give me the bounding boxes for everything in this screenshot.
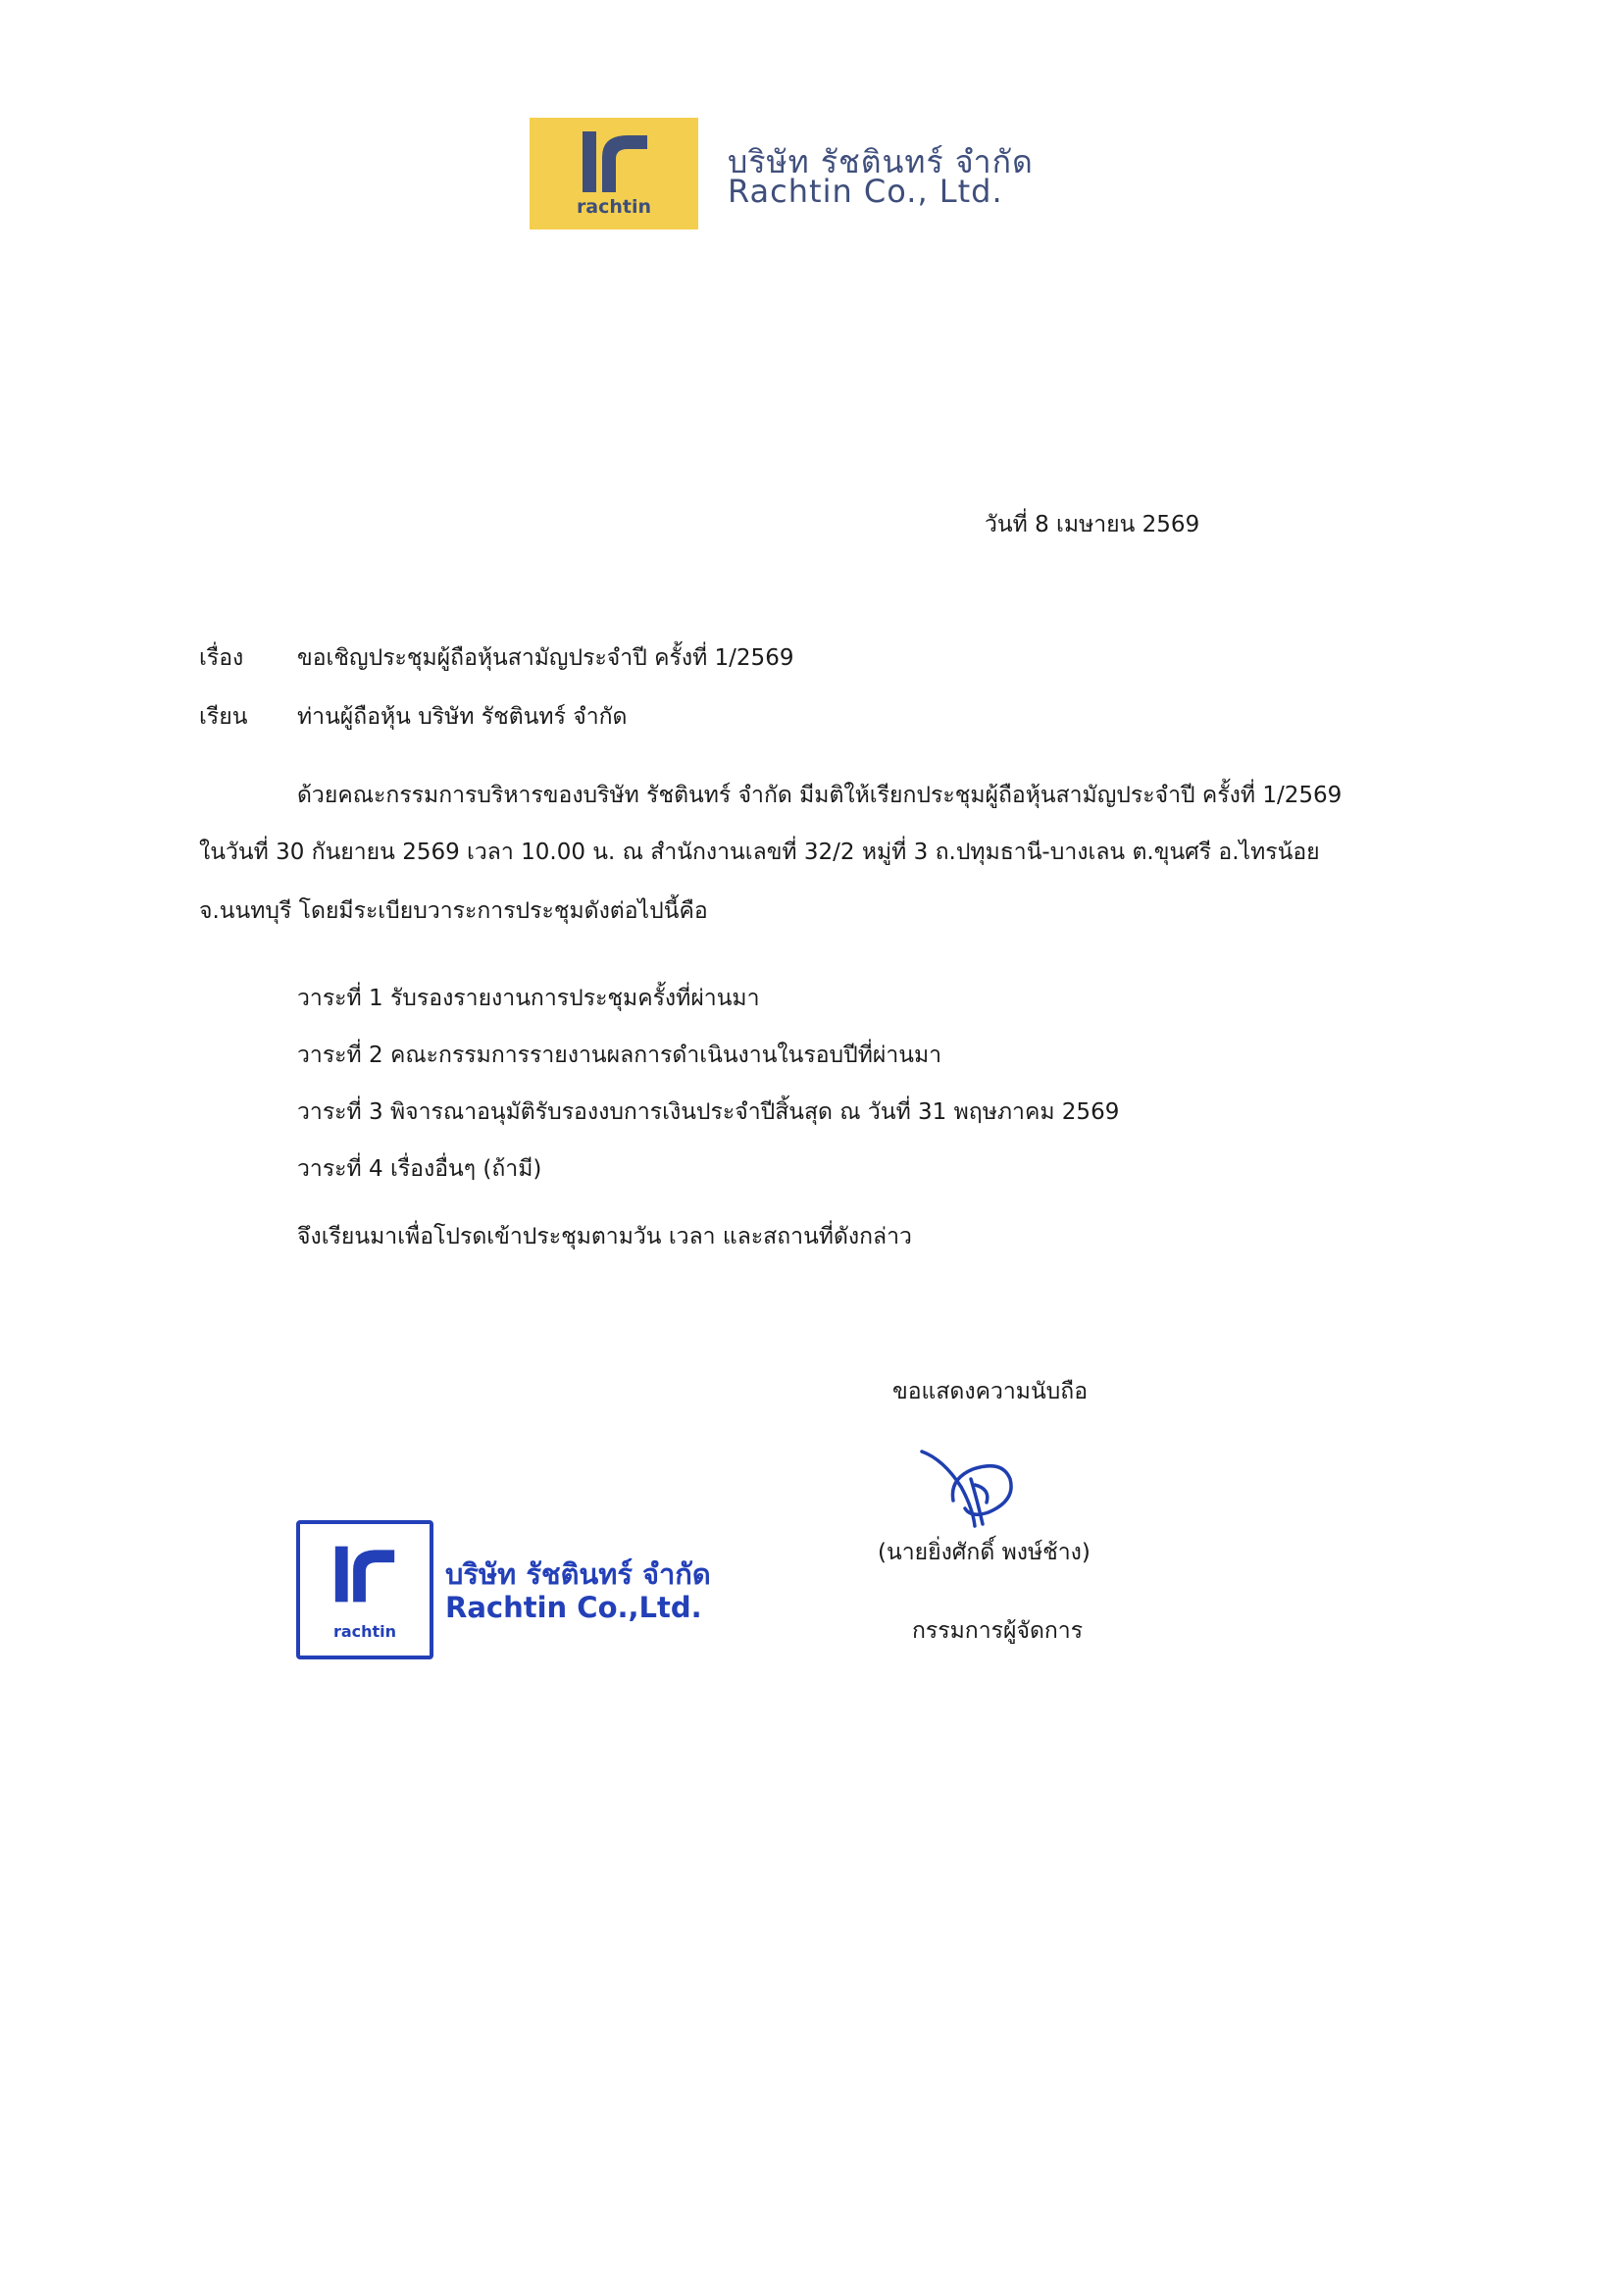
logo-wordmark: rachtin: [576, 196, 652, 218]
stamp-logo-mark-icon: [333, 1540, 396, 1608]
agenda-item-3: วาระที่ 3 พิจารณาอนุมัติรับรองงบการเงินประจำปีสิ้นสุด ณ วันที่ 31 พฤษภาคม 2569: [297, 1099, 1120, 1125]
company-stamp: [296, 1520, 433, 1659]
stamp-wordmark: rachtin: [332, 1622, 397, 1641]
recipient-text: ท่านผู้ถือหุ้น บริษัท รัชตินทร์ จำกัด: [297, 704, 628, 730]
agenda-item-2: วาระที่ 2 คณะกรรมการรายงานผลการดำเนินงานในรอบปีที่ผ่านมา: [297, 1043, 942, 1068]
company-logo: [530, 118, 698, 229]
subject-text: ขอเชิญประชุมผู้ถือหุ้นสามัญประจำปี ครั้งที่ 1/2569: [297, 645, 794, 671]
recipient-label: เรียน: [199, 704, 248, 730]
agenda-item-4: วาระที่ 4 เรื่องอื่นๆ (ถ้ามี): [297, 1156, 542, 1182]
body-line-2: ในวันที่ 30 กันยายน 2569 เวลา 10.00 น. ณ สำนักงานเลขที่ 32/2 หมู่ที่ 3 ถ.ปทุมธานี-บางเลน ต.ขุนศรี อ.ไทรน้อย: [199, 840, 1320, 865]
body-line-1: ด้วยคณะกรรมการบริหารของบริษัท รัชตินทร์ จำกัด มีมติให้เรียกประชุมผู้ถือหุ้นสามัญประจำปี ครั้งที่ 1/2569: [297, 783, 1343, 808]
closing-sentence: จึงเรียนมาเพื่อโปรดเข้าประชุมตามวัน เวลา และสถานที่ดังกล่าว: [297, 1224, 912, 1249]
company-name-english: Rachtin Co., Ltd.: [728, 173, 1003, 210]
signer-name: (นายยิ่งศักดิ์ พงษ์ช้าง): [878, 1540, 1091, 1565]
stamp-company-english: Rachtin Co.,Ltd.: [445, 1591, 702, 1624]
subject-label: เรื่อง: [199, 645, 244, 671]
letter-date: วันที่ 8 เมษายน 2569: [985, 512, 1200, 537]
logo-mark-icon: [581, 129, 649, 194]
stamp-company-thai: บริษัท รัชตินทร์ จำกัด: [445, 1557, 711, 1591]
company-name-thai: บริษัท รัชตินทร์ จำกัด: [728, 143, 1034, 180]
handwritten-signature: [914, 1440, 1032, 1542]
regards-text: ขอแสดงความนับถือ: [892, 1379, 1089, 1404]
agenda-item-1: วาระที่ 1 รับรองรายงานการประชุมครั้งที่ผ่านมา: [297, 986, 760, 1011]
signer-title: กรรมการผู้จัดการ: [912, 1618, 1084, 1644]
body-line-3: จ.นนทบุรี โดยมีระเบียบวาระการประชุมดังต่อไปนี้คือ: [199, 898, 708, 924]
